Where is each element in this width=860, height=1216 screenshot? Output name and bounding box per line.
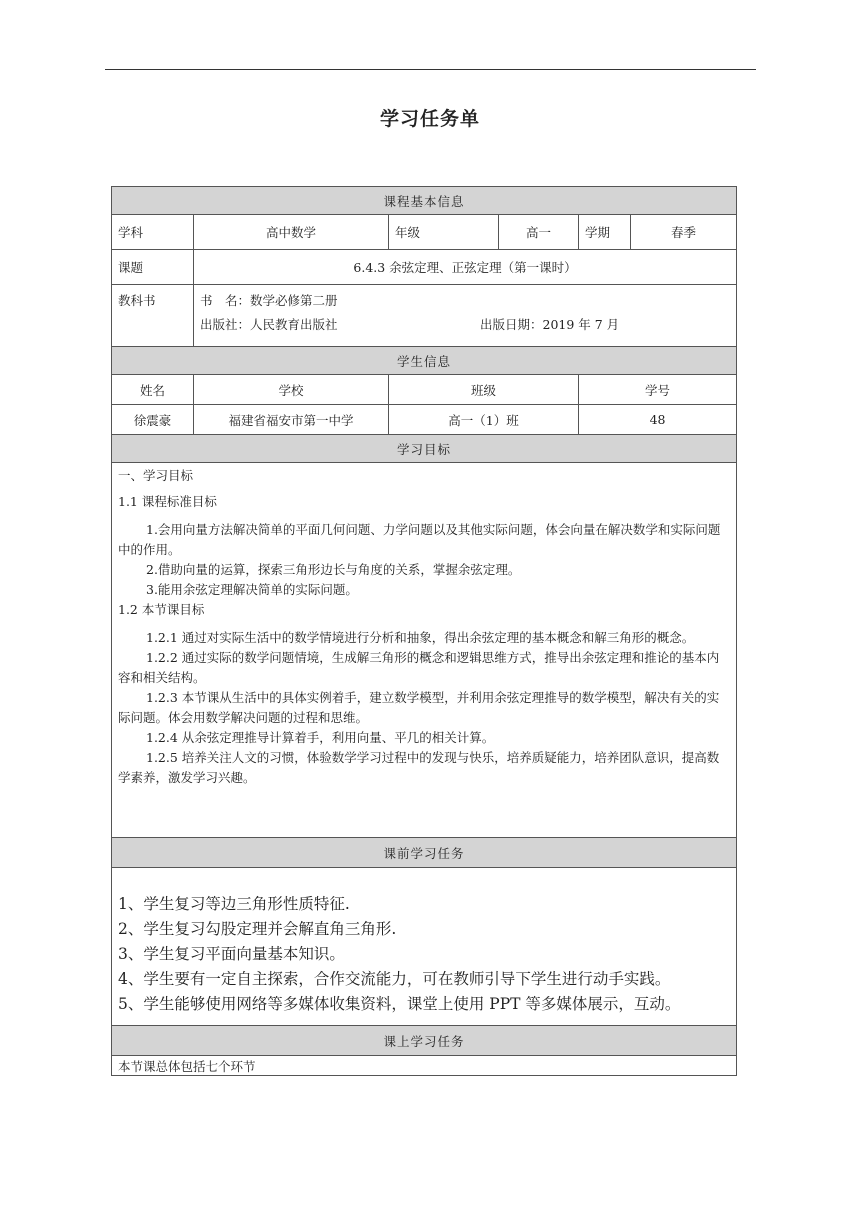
top-rule: [105, 69, 756, 70]
topic-label: 课题: [112, 250, 194, 285]
publisher-line: [200, 313, 730, 337]
subject-value: 高中数学: [194, 215, 389, 250]
class-label: 班级: [389, 375, 579, 405]
grade-value: 高一: [499, 215, 579, 250]
publish-date: 出版日期：2019 年 7 月: [480, 317, 620, 332]
student-id: 48: [579, 405, 737, 435]
task-sheet-table: [111, 186, 737, 1076]
subject-row: [112, 215, 737, 250]
pre-class-item: 2、学生复习勾股定理并会解直角三角形.: [118, 920, 397, 938]
name-label: 姓名: [112, 375, 194, 405]
goals-heading: 一、学习目标: [118, 468, 194, 483]
textbook-details: [194, 285, 737, 347]
goals-sub1-heading: 1.1 课程标准目标: [118, 494, 217, 509]
pre-class-item: 1、学生复习等边三角形性质特征.: [118, 895, 350, 913]
book-name: 书 名：数学必修第二册: [200, 293, 338, 308]
subject-label: 学科: [112, 215, 194, 250]
pre-class-item: 3、学生复习平面向量基本知识。: [118, 945, 345, 963]
pre-class-item: 5、学生能够使用网络等多媒体收集资料，课堂上使用 PPT 等多媒体展示，互动。: [118, 995, 681, 1013]
goal-item: 3.能用余弦定理解决简单的实际问题。: [146, 582, 358, 597]
pre-class-content-row: [112, 868, 737, 1026]
topic-value: 6.4.3 余弦定理、正弦定理（第一课时）: [194, 250, 737, 285]
lesson-goal-item: 1.2.3 本节课从生活中的具体实例着手，建立数学模型，并利用余弦定理推导的数学模型，解决有关的实际问题。体会用数学解决问题的过程和思维。: [118, 690, 720, 725]
textbook-row: [112, 285, 737, 347]
in-class-header: 课上学习任务: [112, 1026, 737, 1056]
topic-row: [112, 250, 737, 285]
student-name: 徐震豪: [112, 405, 194, 435]
textbook-label: 教科书: [112, 285, 194, 347]
goal-item: 2.借助向量的运算，探索三角形边长与角度的关系，掌握余弦定理。: [146, 562, 521, 577]
school-label: 学校: [194, 375, 389, 405]
in-class-summary: 本节课总体包括七个环节: [112, 1056, 737, 1076]
goals-header: 学习目标: [112, 435, 737, 463]
student-info-header-row: [112, 347, 737, 375]
pre-class-header-row: [112, 838, 737, 868]
course-info-header: 课程基本信息: [112, 187, 737, 215]
in-class-header-row: [112, 1026, 737, 1056]
pre-class-content: [112, 868, 737, 1026]
publisher: 出版社：人民教育出版社: [200, 317, 338, 332]
student-info-header: 学生信息: [112, 347, 737, 375]
term-label: 学期: [579, 215, 631, 250]
grade-label: 年级: [389, 215, 499, 250]
term-value: 春季: [631, 215, 737, 250]
student-columns-row: [112, 375, 737, 405]
lesson-goal-item: 1.2.2 通过实际的数学问题情境，生成解三角形的概念和逻辑思维方式，推导出余弦定理和推论的基本内容和相关结构。: [118, 650, 720, 685]
goal-item: 1.会用向量方法解决简单的平面几何问题、力学问题以及其他实际问题，体会向量在解决数学和实际问题中的作用。: [118, 522, 721, 557]
student-values-row: [112, 405, 737, 435]
lesson-goal-item: 1.2.1 通过对实际生活中的数学情境进行分析和抽象，得出余弦定理的基本概念和解三角形的概念。: [146, 630, 695, 645]
goals-content-row: [112, 463, 737, 838]
lesson-goal-item: 1.2.4 从余弦定理推导计算着手，利用向量、平几的相关计算。: [146, 730, 495, 745]
course-info-header-row: [112, 187, 737, 215]
student-school: 福建省福安市第一中学: [194, 405, 389, 435]
lesson-goal-item: 1.2.5 培养关注人文的习惯，体验数学学习过程中的发现与快乐，培养质疑能力，培养团队意识，提高数学素养，激发学习兴趣。: [118, 750, 720, 785]
pre-class-header: 课前学习任务: [112, 838, 737, 868]
student-id-label: 学号: [579, 375, 737, 405]
pre-class-item: 4、学生要有一定自主探索，合作交流能力，可在教师引导下学生进行动手实践。: [118, 970, 671, 988]
student-class: 高一（1）班: [389, 405, 579, 435]
goals-sub2-heading: 1.2 本节课目标: [118, 602, 205, 617]
goals-content: [112, 463, 737, 838]
in-class-content-row: [112, 1056, 737, 1076]
goals-header-row: [112, 435, 737, 463]
page-title: 学习任务单: [379, 108, 480, 130]
